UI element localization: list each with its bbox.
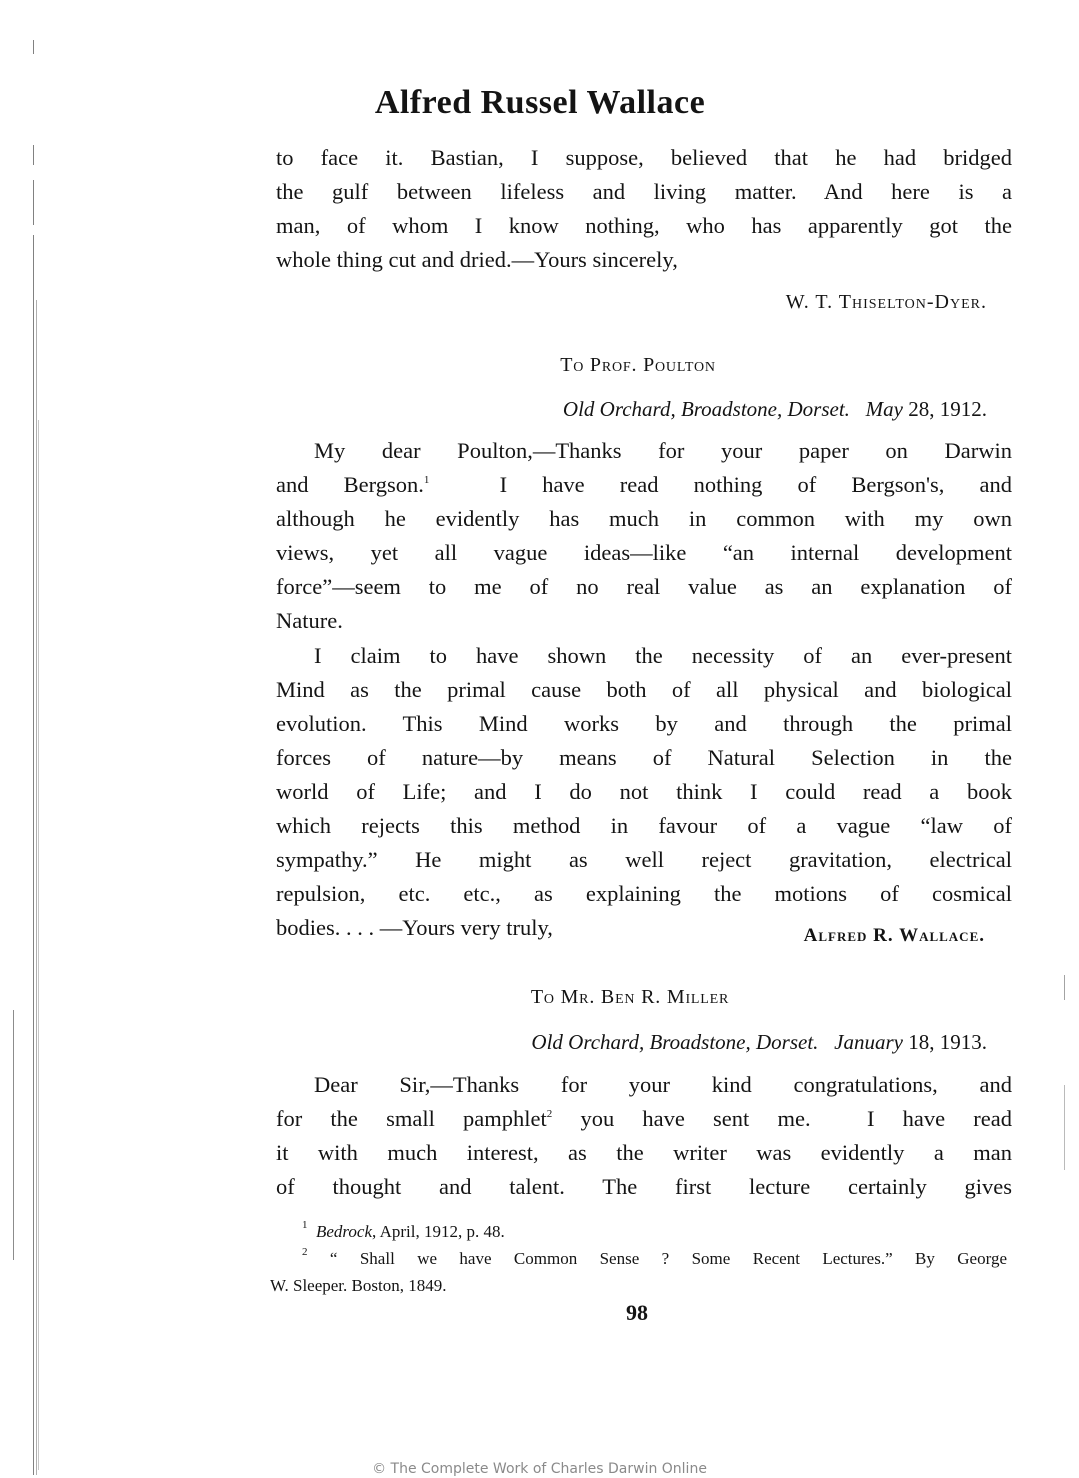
text-line: My dear Poulton,—Thanks for your paper on Darwin	[314, 438, 1012, 463]
signature-wallace: Alfred R. Wallace.	[803, 925, 985, 946]
text-line: although he evidently has much in common with my own	[276, 506, 1012, 531]
continuation-paragraph	[276, 141, 1012, 277]
scan-mark	[38, 420, 39, 1470]
text-line: and Bergson.$^1$ I have read nothing of Bergson's, and	[276, 472, 1012, 497]
text-line: views, yet all vague ideas—like “an internal development	[276, 540, 1012, 565]
letter-place-date-miller	[531, 1030, 987, 1055]
text-line: evolution. This Mind works by and through the primal	[276, 711, 1012, 736]
text-line: force”—seem to me of no real value as an explanation of	[276, 574, 1012, 599]
scan-mark	[33, 40, 34, 54]
poulton-paragraph-1	[276, 434, 1012, 638]
text-line: man, of whom I know nothing, who has apparently got the	[276, 213, 1012, 238]
footnotes	[270, 1218, 1007, 1299]
footnote-1: $^1$ Bedrock, April, 1912, p. 48.	[302, 1219, 505, 1241]
text-line: bodies. . . . —Yours very truly,	[276, 915, 553, 940]
page-number: 98	[626, 1300, 648, 1325]
text-line: the gulf between lifeless and living matter. And here is a	[276, 179, 1012, 204]
letter-place-date-poulton	[563, 397, 987, 422]
letter-date-month: January	[834, 1030, 903, 1054]
letter-date-rest: 18, 1913.	[908, 1030, 987, 1054]
text-line: repulsion, etc. etc., as explaining the motions of cosmical	[276, 881, 1012, 906]
text-line: whole thing cut and dried.—Yours sincerely,	[276, 247, 678, 272]
scan-mark	[1064, 975, 1065, 1000]
text-line: sympathy.” He might as well reject gravitation, electrical	[276, 847, 1012, 872]
letter-date-month: May	[865, 397, 903, 421]
footnote-2-continued: W. Sleeper. Boston, 1849.	[270, 1276, 447, 1295]
footnote-marker: 1	[302, 1219, 308, 1231]
scan-mark	[13, 1010, 14, 1260]
miller-paragraph-1	[276, 1068, 1012, 1204]
scan-mark	[33, 145, 34, 165]
letter-place: Old Orchard, Broadstone, Dorset.	[531, 1030, 819, 1054]
letter-place: Old Orchard, Broadstone, Dorset.	[562, 397, 850, 421]
letter-heading-miller: To Mr. Ben R. Miller	[530, 986, 730, 1008]
text-line: which rejects this method in favour of a vague “law of	[276, 813, 1012, 838]
copyright-notice: © The Complete Work of Charles Darwin Online	[372, 1461, 707, 1477]
letter-date-rest: 28, 1912.	[908, 397, 987, 421]
poulton-paragraph-2	[276, 639, 1012, 945]
footnote-ref-2[interactable]: 2	[546, 1108, 553, 1120]
text-line: for the small pamphlet$^2$ you have sent me. I have read	[276, 1106, 1013, 1131]
text-line: it with much interest, as the writer was evidently a man	[276, 1140, 1012, 1165]
text-line: I claim to have shown the necessity of an ever-present	[314, 643, 1012, 668]
text-line: to face it. Bastian, I suppose, believed that he had bridged	[276, 145, 1012, 170]
footnote-2: $^2$ “ Shall we have Common Sense ? Some Recent Lectures.” By George	[302, 1246, 1007, 1268]
scan-mark	[36, 300, 37, 1475]
signature-thiselton-dyer: W. T. Thiselton-Dyer.	[785, 291, 987, 313]
running-header: Alfred Russel Wallace	[374, 84, 706, 121]
scan-mark	[33, 235, 34, 1475]
scan-mark	[33, 180, 34, 225]
text-line: Nature.	[276, 608, 343, 633]
letter-heading-poulton: To Prof. Poulton	[560, 354, 716, 376]
footnote-ref-1[interactable]: 1	[423, 474, 430, 486]
scan-mark	[1064, 1085, 1065, 1170]
text-line: of thought and talent. The first lecture certainly gives	[276, 1174, 1012, 1199]
text-line: Dear Sir,—Thanks for your kind congratulations, and	[314, 1072, 1012, 1097]
footnote-marker: 2	[302, 1246, 308, 1258]
text-line: forces of nature—by means of Natural Selection in the	[276, 745, 1012, 770]
text-line: Mind as the primal cause both of all physical and biological	[276, 677, 1012, 702]
text-line: world of Life; and I do not think I could read a book	[276, 779, 1012, 804]
footnote-title: Bedrock	[316, 1222, 373, 1241]
